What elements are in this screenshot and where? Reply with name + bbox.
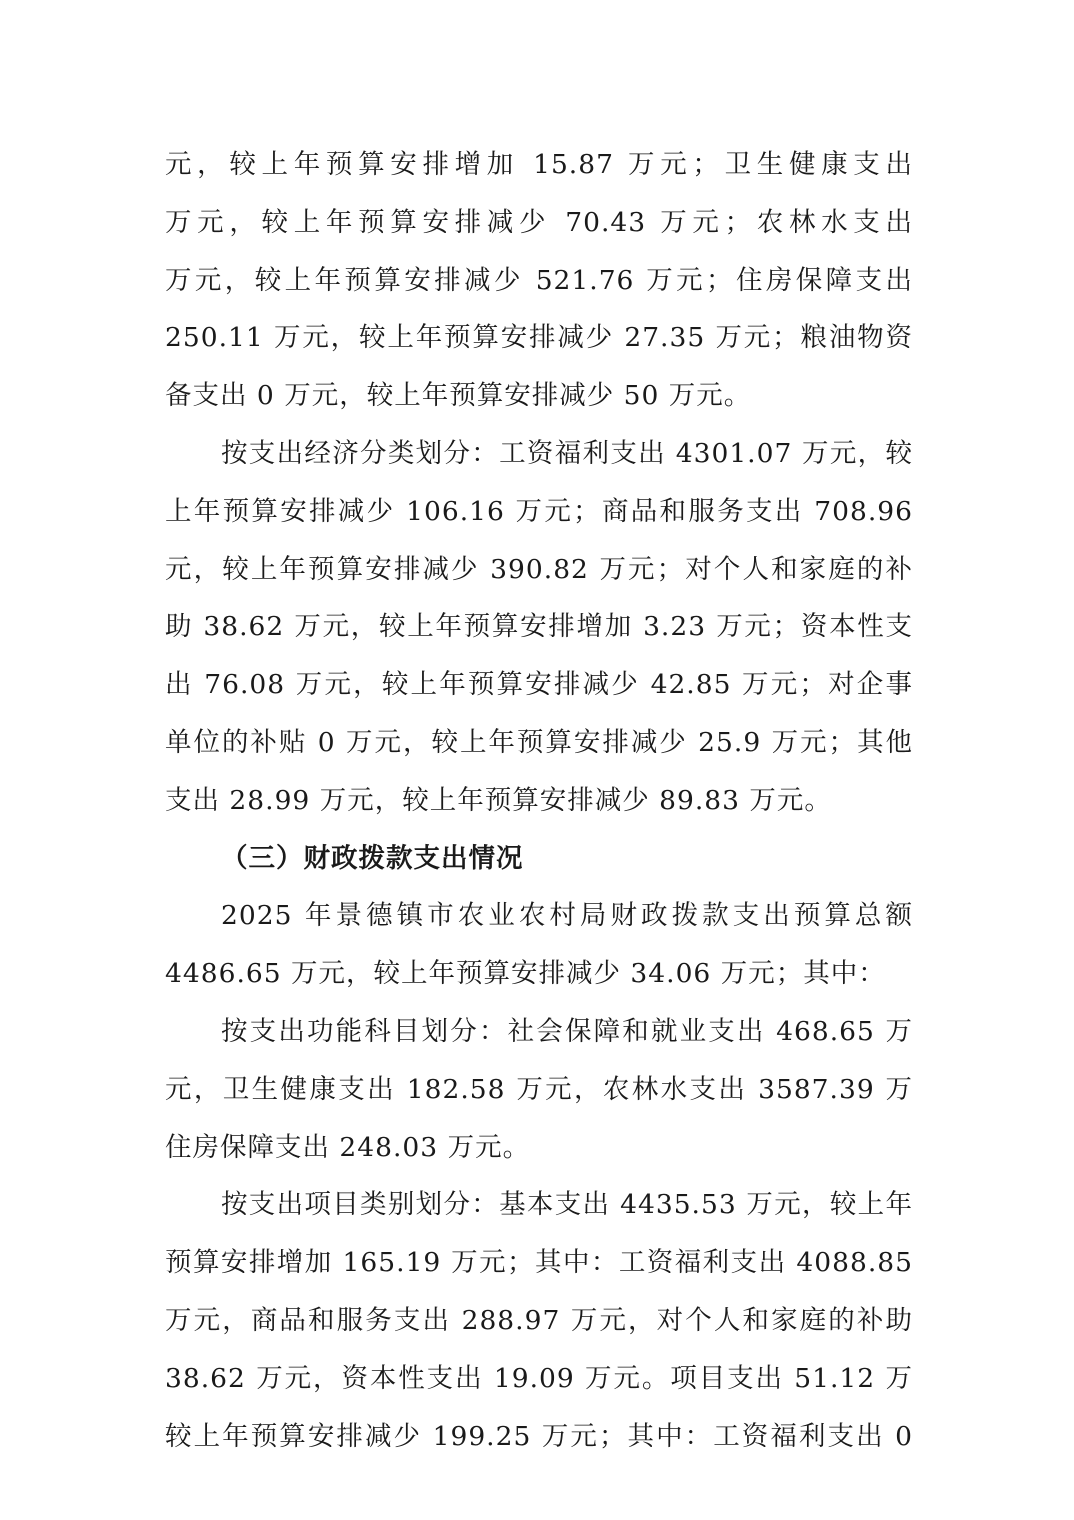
- text-line: 支出 28.99 万元，较上年预算安排减少 89.83 万元。: [165, 784, 832, 816]
- paragraph-first-line: 按支出项目类别划分：基本支出 4435.53 万元，较上年: [221, 1189, 913, 1221]
- text-line: 备支出 0 万元，较上年预算安排减少 50 万元。: [165, 380, 752, 412]
- text-line: 万元，较上年预算安排减少 521.76 万元；住房保障支出: [165, 264, 913, 296]
- text-line: 出 76.08 万元，较上年预算安排减少 42.85 万元；对企事: [165, 669, 913, 701]
- text-line: 万元，较上年预算安排减少 70.43 万元；农林水支出: [165, 206, 913, 238]
- text-line: 元，卫生健康支出 182.58 万元，农林水支出 3587.39 万: [165, 1073, 913, 1105]
- text-line: 住房保障支出 248.03 万元。: [165, 1131, 531, 1163]
- paragraph-first-line: 按支出功能科目划分：社会保障和就业支出 468.65 万: [221, 1015, 913, 1047]
- paragraph-first-line: 按支出经济分类划分：工资福利支出 4301.07 万元，较: [221, 437, 913, 469]
- text-line: 38.62 万元，资本性支出 19.09 万元。项目支出 51.12 万: [165, 1362, 913, 1394]
- text-line: 较上年预算安排减少 199.25 万元；其中：工资福利支出 0: [165, 1420, 913, 1452]
- text-line: 单位的补贴 0 万元，较上年预算安排减少 25.9 万元；其他: [165, 726, 913, 758]
- text-line: 助 38.62 万元，较上年预算安排增加 3.23 万元；资本性支: [165, 611, 913, 643]
- text-line: 万元，商品和服务支出 288.97 万元，对个人和家庭的补助: [165, 1304, 913, 1336]
- text-line: 元，较上年预算安排减少 390.82 万元；对个人和家庭的补: [165, 553, 913, 585]
- body-text: [165, 136, 913, 1465]
- text-line: 上年预算安排减少 106.16 万元；商品和服务支出 708.96: [165, 495, 913, 527]
- text-line: 预算安排增加 165.19 万元；其中：工资福利支出 4088.85: [165, 1247, 913, 1279]
- text-line: 元，较上年预算安排增加 15.87 万元；卫生健康支出: [165, 149, 913, 180]
- text-line: 4486.65 万元，较上年预算安排减少 34.06 万元；其中：: [165, 958, 886, 990]
- section-heading: （三）财政拨款支出情况: [221, 842, 524, 874]
- paragraph-first-line: 2025 年景德镇市农业农村局财政拨款支出预算总额: [221, 900, 913, 932]
- text-line: 250.11 万元，较上年预算安排减少 27.35 万元；粮油物资: [165, 322, 913, 354]
